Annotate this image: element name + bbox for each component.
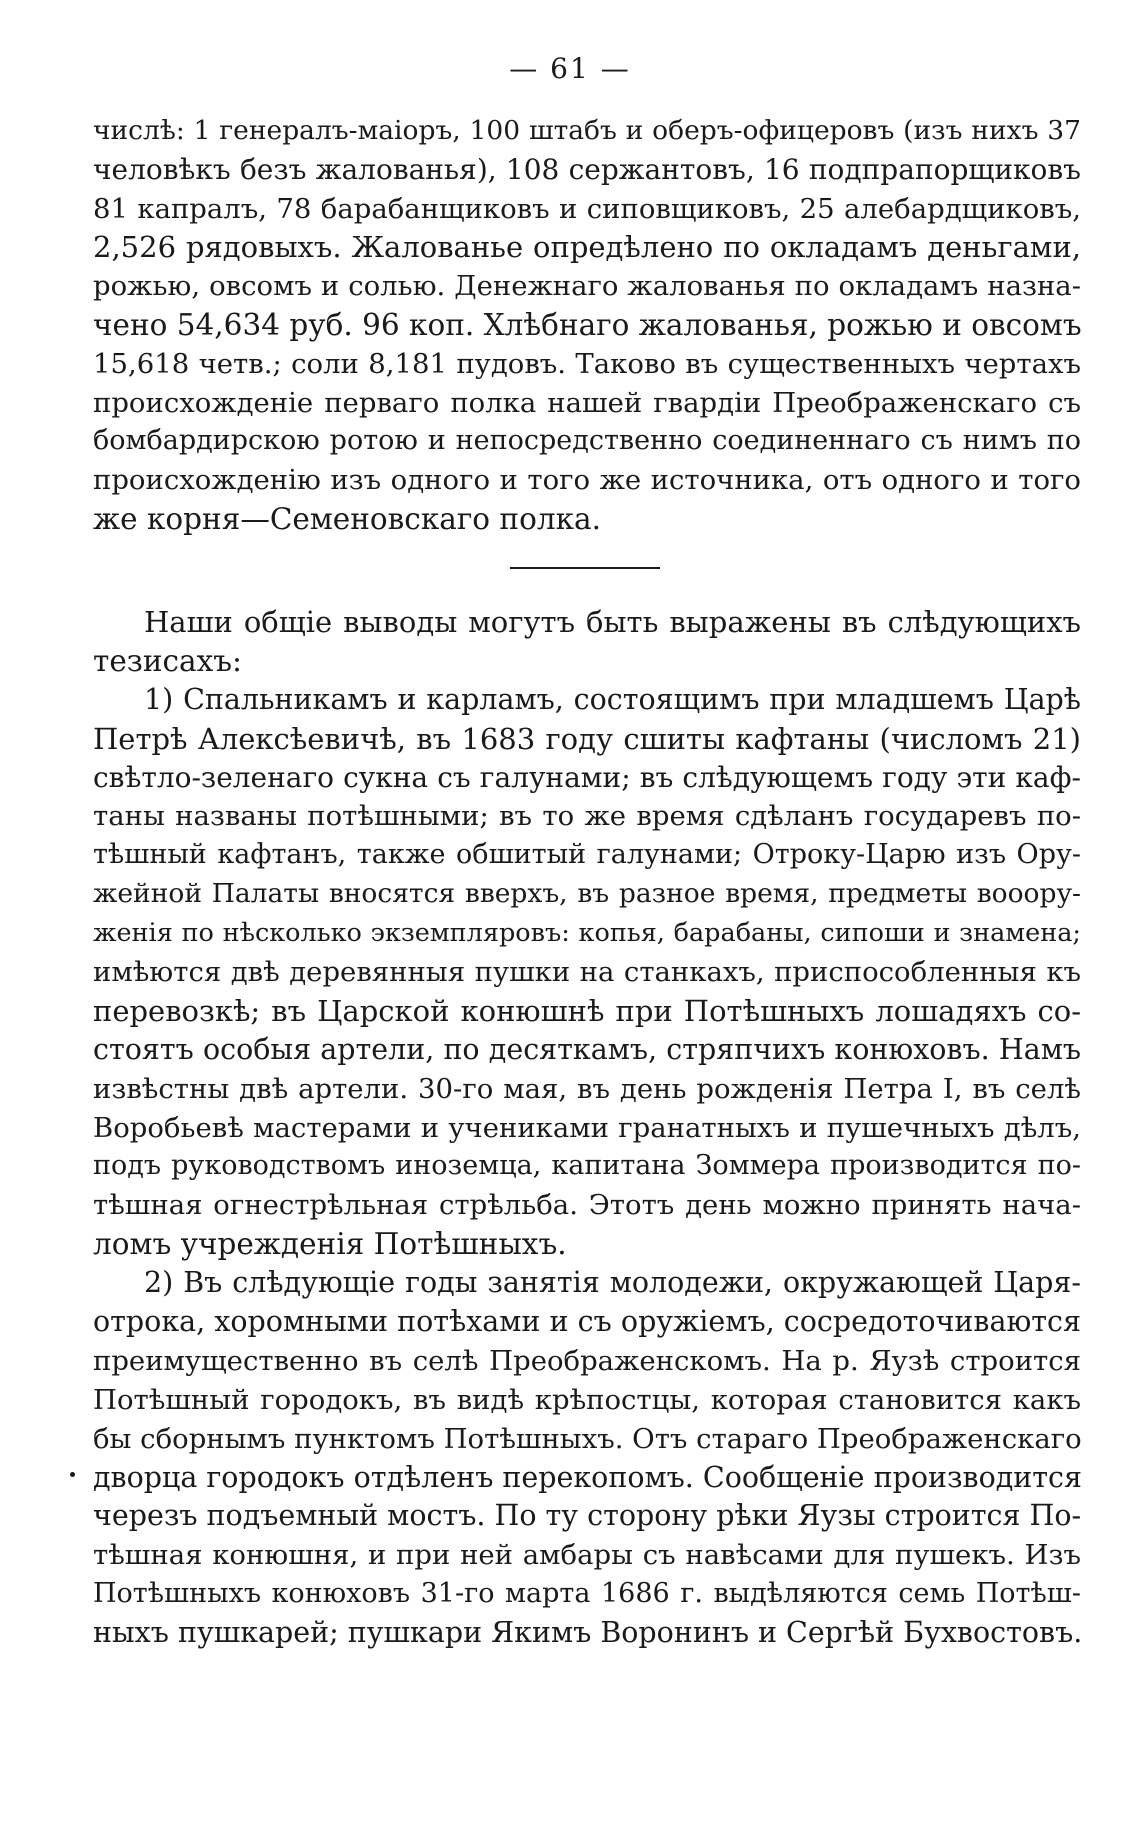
text-line: черезъ подъемный мостъ. По ту сторону рѣки Яузы строится По- [93,1499,1082,1533]
text-line: чено 54,634 руб. 96 коп. Хлѣбнаго жалованья, рожью и овсомъ [93,307,1082,342]
text-line: таны названы потѣшными; въ то же время сдѣланъ государевъ по- [93,800,1081,833]
section-separator [510,567,660,569]
text-line: происхожденіе перваго полка нашей гвардіи Преображенскаго съ [93,386,1081,419]
text-line: преимущественно въ селѣ Преображенскомъ. На р. Яузѣ строится [93,1344,1081,1377]
text-line: тѣшная огнестрѣльная стрѣльба. Этотъ день можно принять нача- [93,1189,1081,1222]
text-line: Наши общіе выводы могутъ быть выражены въ слѣдующихъ [144,605,1081,639]
margin-ink-dot [70,1472,75,1477]
text-line: 81 капралъ, 78 барабанщиковъ и сиповщиковъ, 25 алебардщиковъ, [93,192,1081,225]
upper-paragraph [93,112,1081,539]
text-line: дворца городокъ отдѣленъ перекопомъ. Сообщеніе производится [93,1460,1082,1494]
text-line: Петрѣ Алексѣевичѣ, въ 1683 году сшиты кафтаны (числомъ 21) [93,721,1081,756]
text-line: 2,526 рядовыхъ. Жалованье опредѣлено по окладамъ деньгами, [93,230,1081,265]
text-line: подъ руководствомъ иноземца, капитана Зоммера производится по- [93,1150,1081,1182]
text-line: тѣшный кафтанъ, также обшитый галунами; Отроку-Царю изъ Ору- [93,839,1081,871]
text-line: 15,618 четв.; соли 8,181 пудовъ. Таково въ существенныхъ чертахъ [93,347,1081,380]
text-line: происхожденію изъ одного и того же источника, отъ одного и того [93,464,1081,497]
text-line: Воробьевѣ мастерами и учениками гранатныхъ и пушечныхъ дѣлъ, [93,1111,1081,1144]
text-line: извѣстны двѣ артели. 30-го мая, въ день рожденія Петра I, въ селѣ [93,1072,1081,1105]
text-line: тѣшная конюшня, и при ней амбары съ навѣсами для пушекъ. Изъ [93,1539,1081,1572]
page-number: — 61 — [509,52,631,85]
thesis-1-start: 1) Спальникамъ и карламъ, состоящимъ при младшемъ Царѣ [144,682,1081,716]
text-line: Потѣшныхъ конюховъ 31-го марта 1686 г. выдѣляются семь Потѣш- [93,1578,1081,1610]
text-line: числѣ: 1 генералъ-маіоръ, 100 штабъ и оберъ-офицеровъ (изъ нихъ 37 [93,115,1081,146]
text-line: отрока, хоромными потѣхами и съ оружіемъ, сосредоточиваются [93,1305,1081,1339]
conclusions-section [93,603,1081,1653]
text-line: человѣкъ безъ жалованья), 108 сержантовъ, 16 подпрапорщиковъ [93,152,1081,186]
text-line: бомбардирскою ротою и непосредственно соединеннаго съ нимъ по [93,425,1081,457]
text-line: тезисахъ: [93,643,242,678]
text-line: же корня—Семеновскаго полка. [93,501,601,536]
text-line: перевозкѣ; въ Царской конюшнѣ при Потѣшныхъ лошадяхъ со- [93,993,1081,1028]
text-line: жейной Палаты вносятся вверхъ, въ разное время, предметы вооору- [93,878,1081,910]
text-line: свѣтло-зеленаго сукна съ галунами; въ слѣдующемъ году эти каф- [93,760,1081,794]
text-line: ломъ учрежденія Потѣшныхъ. [93,1227,567,1262]
thesis-2-start: 2) Въ слѣдующіе годы занятія молодежи, окружающей Царя- [144,1266,1081,1300]
text-line: имѣются двѣ деревянныя пушки на станкахъ, приспособленныя къ [93,956,1081,989]
text-line: стоятъ особыя артели, по десяткамъ, стряпчихъ конюховъ. Намъ [93,1032,1081,1066]
text-line: рожью, овсомъ и солью. Денежнаго жалованья по окладамъ назна- [93,270,1081,303]
text-line: женія по нѣсколько экземпляровъ: копья, барабаны, сипоши и знамена; [93,918,1081,949]
text-line: бы сборнымъ пунктомъ Потѣшныхъ. Отъ стараго Преображенскаго [93,1422,1082,1455]
text-line: ныхъ пушкарей; пушкари Якимъ Воронинъ и Сергѣй Бухвостовъ. [93,1616,1083,1650]
text-line: Потѣшный городокъ, въ видѣ крѣпостцы, которая становится какъ [93,1383,1081,1416]
